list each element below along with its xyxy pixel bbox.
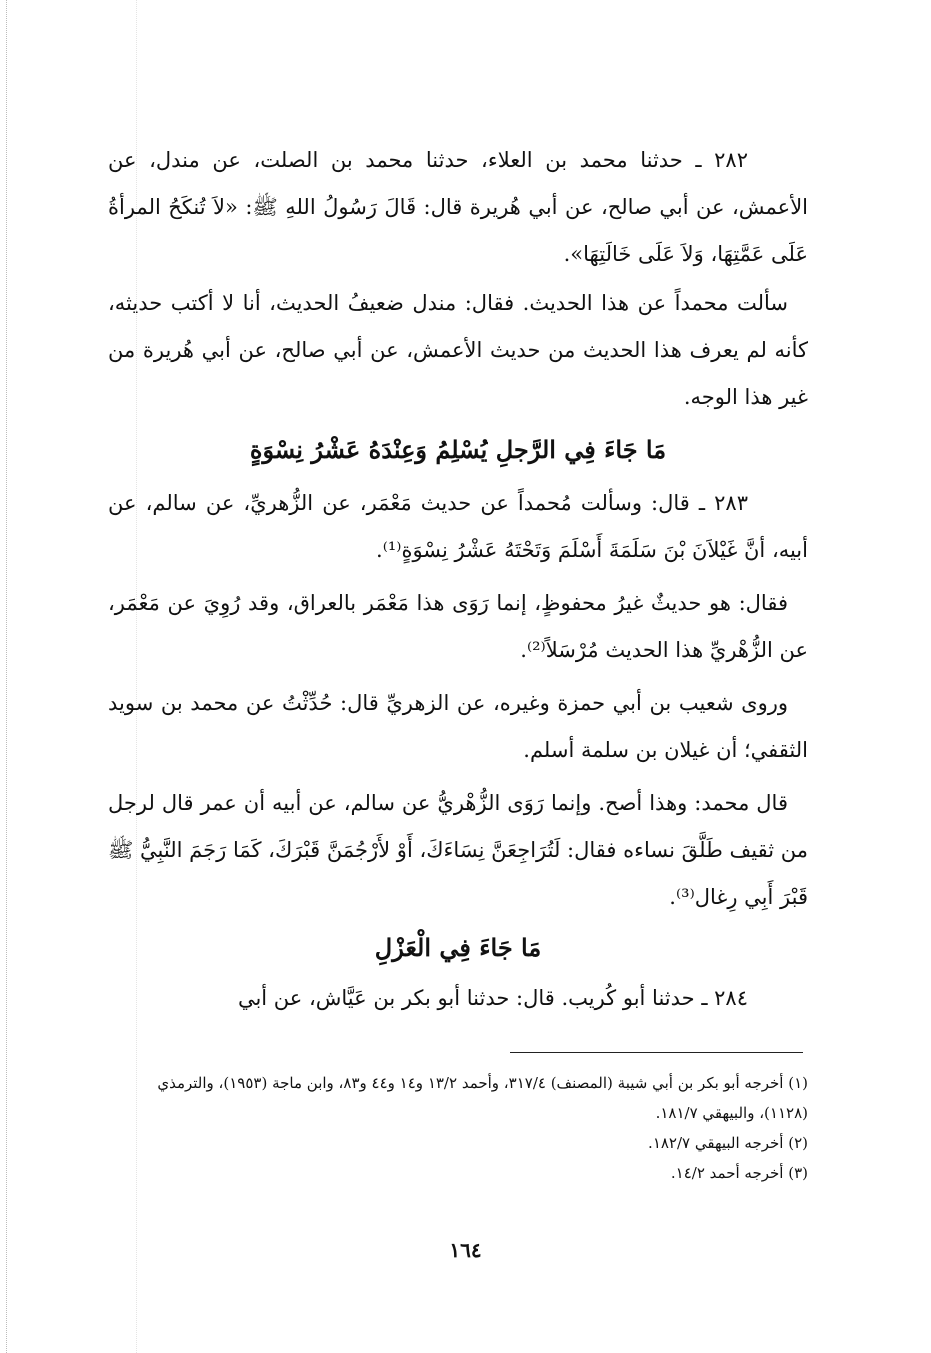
chapter-heading-ten-wives: مَا جَاءَ فِي الرَّجلِ يُسْلِمُ وَعِنْدَهُ عَشْرُ نِسْوَةٍ [249,435,667,464]
commentary-283-a: فقال: هو حديثٌ غيرُ محفوظٍ، إنما رَوَى هذا مَعْمَر بالعراق، وقد رُوِيَ عن مَعْمَر، عن الزُّهْريِّ هذا الحديث مُرْسَلاً⁽²⁾. [108,591,808,662]
bottom-text-block [108,975,808,1022]
middle-text-block [108,480,808,921]
hadith-282: ٢٨٢ ـ حدثنا محمد بن العلاء، حدثنا محمد بن الصلت، عن مندل، عن الأعمش، عن أبي صالح، عن أبي هُريرة قال: قَالَ رَسُولُ اللهِ ﷺ: «لاَ تُنكَحُ المرأةُ عَلَى عَمَّتِهَا، وَلاَ عَلَى خَالَتِهَا». [108,148,808,266]
commentary-282: سألت محمداً عن هذا الحديث. فقال: مندل ضعيفُ الحديث، أنا لا أكتب حديثه، كأنه لم يعرف هذا الحديث من حديث الأعمش، عن أبي صالح، عن أبي هُريرة من غير هذا الوجه. [108,291,808,409]
left-edge-dots [6,0,7,1353]
top-text-block [108,137,808,421]
commentary-283-c: قال محمد: وهذا أصح. وإنما رَوَى الزُّهْريُّ عن سالم، عن أبيه أن عمر قال لرجل من ثقيف طَلَّقَ نساءه فقال: لَتُرَاجِعَنَّ نِسَاءَكَ، أَوْ لأَرْجُمَنَّ قَبْرَكَ، كَمَا رَجَمَ النَّبِيُّ ﷺ قَبْرَ أَبِي رِغال⁽³⁾. [108,791,808,909]
footnote-separator [510,1052,803,1053]
page-number: ١٦٤ [449,1238,482,1262]
footnote-1: (١) أخرجه أبو بكر بن أبي شيبة (المصنف) ٣١٧/٤، وأحمد ١٣/٢ و١٤ و٤٤ و٨٣، وابن ماجة (١٩٥٣)، والترمذي (١١٢٨)، والبيهقي ١٨١/٧. [157,1074,808,1122]
footnote-3: (٣) أخرجه أحمد ١٤/٢. [670,1164,808,1182]
footnote-2: (٢) أخرجه البيهقي ١٨٢/٧. [648,1134,808,1152]
hadith-284: ٢٨٤ ـ حدثنا أبو كُريب. قال: حدثنا أبو بكر بن عَيَّاش، عن أبي [237,986,748,1010]
chapter-heading-azl: مَا جَاءَ فِي الْعَزْلِ [374,933,542,962]
hadith-283: ٢٨٣ ـ قال: وسألت مُحمداً عن حديث مَعْمَر، عن الزُّهريِّ، عن سالم، عن أبيه، أنَّ غَيْلاَنَ بْنَ سَلَمَةَ أَسْلَمَ وَتَحْتَهُ عَشْرُ نِسْوَةٍ⁽¹⁾. [108,491,808,562]
commentary-283-b: وروى شعيب بن أبي حمزة وغيره، عن الزهريِّ قال: حُدِّثْتُ عن محمد بن سويد الثقفي؛ أن غيلان بن سلمة أسلم. [108,691,808,762]
footnotes [108,1068,808,1188]
